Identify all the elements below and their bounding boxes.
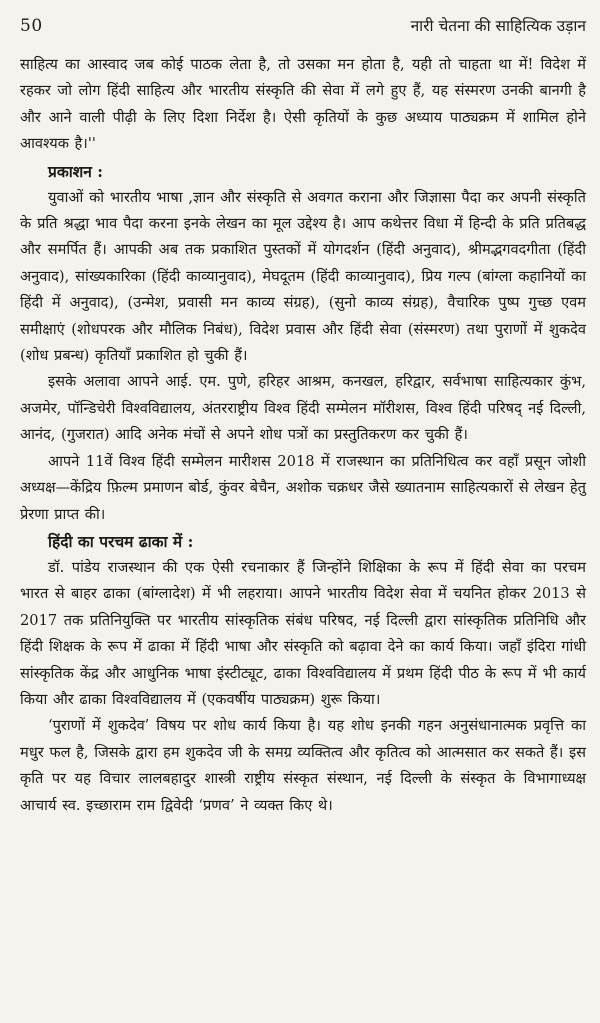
paragraph-conference: आपने 11वें विश्व हिंदी सम्मेलन मारीशस 2018 में राजस्थान का प्रतिनिधित्व कर वहाँ प्रसून जोशी अध्यक्ष—केंद्रिय फ़िल्म प्रमाणन बोर्ड, कुंवर बेचैन, अशोक चक्रधर जैसे ख्यातनाम साहित्यकारों से लेखन हेतु प्रेरणा प्राप्त की।	[20, 452, 586, 523]
body-text	[20, 52, 586, 819]
running-title: नारी चेतना की साहित्यिक उड़ान	[410, 17, 586, 35]
section-heading-publication: प्रकाशन :	[48, 161, 103, 181]
paragraph-continuation: साहित्य का आस्वाद जब कोई पाठक लेता है, तो उसका मन होता है, यही तो चाहता था में! विदेश में रहकर जो लोग हिंदी साहित्य और भारतीय संस्कृति की सेवा में लगे हुए हैं, यह संस्मरण उनकी बानगी है और आने वाली पीढ़ी के लिए दिशा निर्देश है। ऐसी कृतियों के कुछ अध्याय पाठ्यक्रम में शामिल होने आवश्यक है।''	[20, 56, 586, 153]
paragraph-publications: युवाओं को भारतीय भाषा ,ज्ञान और संस्कृति से अवगत कराना और जिज्ञासा पैदा कर अपनी संस्कृति के प्रति श्रद्धा भाव पैदा करना इनके लेखन का मूल उद्देश्य है। आप कथेत्तर विधा में हिन्दी के प्रति प्रतिबद्ध और समर्पित हैं। आपकी अब तक प्रकाशित पुस्तकों में योगदर्शन (हिंदी अनुवाद), श्रीमद्भगवदगीता (हिंदी अनुवाद), सांख्यकारिका (हिंदी काव्यानुवाद), मेघदूतम (हिंदी काव्यानुवाद), प्रिय गल्प (बांग्ला कहानियों का हिंदी में अनुवाद), (उन्मेश, प्रवासी मन काव्य संग्रह), (सुनो काव्य संग्रह), वैचारिक पुष्प गुच्छ एवम समीक्षाएं (शोधपरक और मौलिक निबंध), विदेश प्रवास और हिंदी सेवा (संस्मरण) तथा पुराणों में शुकदेव (शोध प्रबन्ध) कृतियाँ प्रकाशित हो चुकी हैं।	[20, 188, 586, 365]
page-number: 50	[20, 16, 43, 36]
page-header	[20, 14, 586, 44]
paragraph-presentations: इसके अलावा आपने आई. एम. पुणे, हरिहर आश्रम, कनखल, हरिद्वार, सर्वभाषा साहित्यकार कुंभ, अजमेर, पॉन्डिचेरी विश्वविद्यालय, अंतरराष्ट्रीय विश्व हिंदी सम्मेलन मॉरीशस, विश्व हिंदी परिषद् नई दिल्ली, आनंद, (गुजरात) आदि अनेक मंचों से अपने शोध पत्रों का प्रस्तुतिकरण कर चुकी हैं।	[20, 373, 586, 444]
section-heading-dhaka: हिंदी का परचम ढाका में :	[48, 531, 194, 551]
paragraph-dhaka-service: डॉ. पांडेय राजस्थान की एक ऐसी रचनाकार हैं जिन्होंने शिक्षिका के रूप में हिंदी सेवा का परचम भारत से बाहर ढाका (बांग्लादेश) में भी लहराया। आपने भारतीय विदेश सेवा में चयनित होकर 2013 से 2017 तक प्रतिनियुक्ति पर भारतीय सांस्कृतिक संबंध परिषद, नई दिल्ली द्वारा सांस्कृतिक प्रतिनिधि और हिंदी शिक्षक के रूप में ढाका में हिंदी भाषा और संस्कृति को बढ़ावा देने का कार्य किया। जहाँ इंदिरा गांधी सांस्कृतिक केंद्र और आधुनिक भाषा इंस्टीट्यूट, ढाका विश्वविद्यालय में प्रथम हिंदी पीठ के रूप में भी कार्य किया और ढाका विश्वविद्यालय में (एकवर्षीय पाठ्यक्रम) शुरू किया।	[20, 558, 586, 708]
paragraph-research: ‘पुराणों में शुकदेव’ विषय पर शोध कार्य किया है। यह शोध इनकी गहन अनुसंधानात्मक प्रवृत्ति का मधुर फल है, जिसके द्वारा हम शुकदेव जी के समग्र व्यक्तित्व और कृतित्व को आत्मसात कर सकते हैं। इस कृति पर यह विचार लालबहादुर शास्त्री राष्ट्रीय संस्कृत संस्थान, नई दिल्ली के संस्कृत के विभागाध्यक्ष आचार्य स्व. इच्छाराम राम द्विवेदी ‘प्रणव’ ने व्यक्त किए थे।	[20, 717, 586, 814]
